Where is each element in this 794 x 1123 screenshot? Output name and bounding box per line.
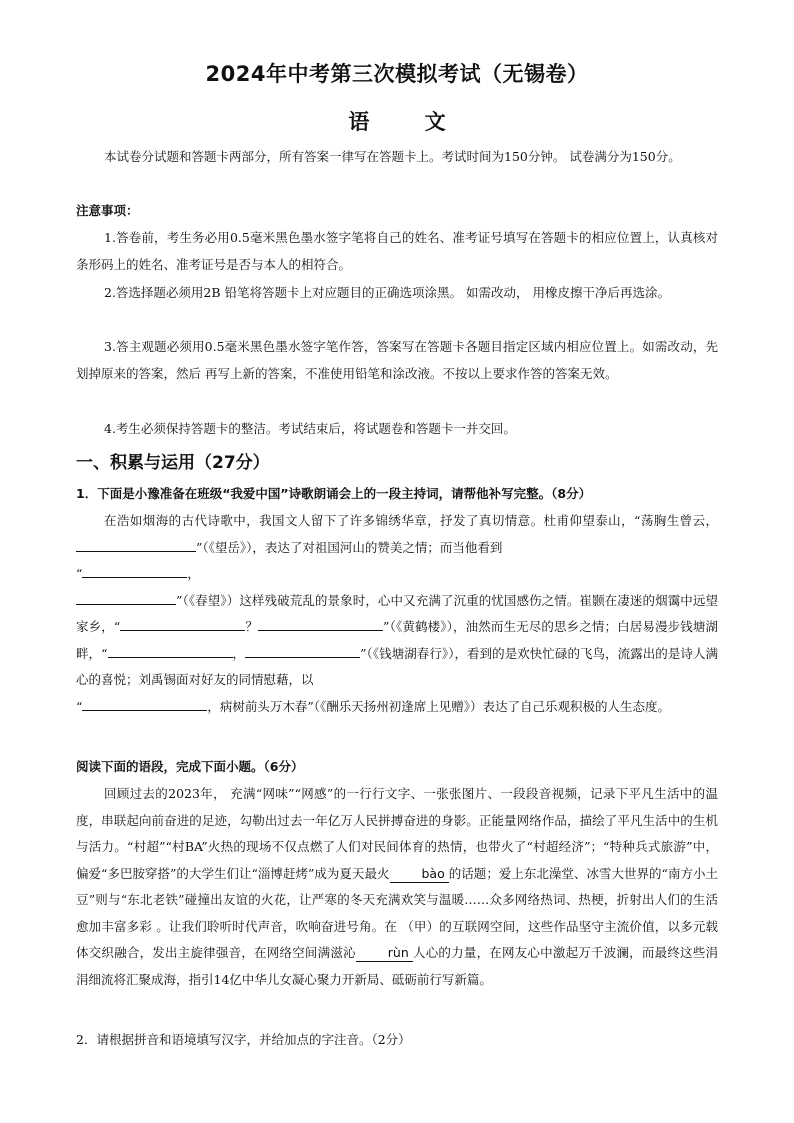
passage-text: ， (232, 645, 246, 661)
passage-text: ，病树前头万木春”（《酬乐天扬州初逢席上见赠》）表达了自己乐观积极的人生态度。 (207, 698, 671, 714)
passage-text: “ (76, 566, 83, 581)
notice-heading: 注意事项： (76, 203, 139, 218)
question-1-stem: 1．下面是小豫准备在班级“我爱中国”诗歌朗诵会上的一段主持词，请帮他补写完整。（8分） (76, 486, 592, 501)
answer-blank[interactable] (245, 642, 360, 658)
reading-stem: 阅读下面的语段，完成下面小题。（6分） (76, 759, 304, 774)
intro-paragraph: 本试卷分试题和答题卡两部分，所有答案一律写在答题卡上。考试时间为150分钟。 试卷满分为150分。 (104, 149, 681, 164)
passage-text: 在浩如烟海的古代诗歌中，我国文人留下了许多锦绣华章，抒发了真切情意。杜甫仰望泰山，“荡胸生曾云， (104, 513, 718, 528)
notice-item-4: 4.考生必须保持答题卡的整洁。考试结束后，将试题卷和答题卡一并交回。 (104, 421, 516, 436)
passage-text: ”（《钱塘湖春行》），看到的是欢快忙碌的飞鸟，流露出的是诗人满心的喜悦；刘禹锡面对好友的同情慰藉，以 (76, 645, 718, 687)
answer-blank[interactable] (82, 562, 187, 578)
exam-title: 2024年中考第三次模拟考试（无锡卷） (205, 62, 589, 86)
answer-blank[interactable] (82, 695, 207, 711)
section-heading: 一、积累与运用（27分） (76, 453, 270, 473)
question-2-stem: 2．请根据拼音和语境填写汉字，并给加点的字注音。（2分） (76, 1032, 411, 1047)
reading-passage (76, 781, 718, 993)
notice-item-2: 2.答选择题必须用2B 铅笔将答题卡上对应题目的正确选项涂黑。 如需改动， 用橡皮擦干净后再选涂。 (104, 285, 670, 300)
answer-blank[interactable] (258, 615, 383, 631)
passage-text: 回顾过去的2023年， 充满“网味”“网感”的一行行文字、一张张图片、一段段音视频，记录下平凡生活中的温度，串联起向前奋进的足迹，勾勒出过去一年亿万人民拼搏奋进的身影。正能量网络作品，描绘了平凡生活中的生机与活力。“村超”“村BA”火热的现场不仅点燃了人们对民间体育的热情，也带火了“村超经济”；“特种兵式旅游”中，偏爱“多巴胺穿搭”的大学生们让“淄博赶烤”成为夏天最火 (76, 786, 718, 881)
passage-text: 的话题；爱上东北澡堂、冰雪大世界的“南方小土豆”则与“东北老铁”碰撞出友谊的火花，让严寒的冬天充满欢笑与温暖……众多网络热词、热梗，折射出人们的生活愈加丰富多彩 。让我们聆听时代声音，吹响奋进号角。在 （甲）的互联网空间，这些作品坚守主流价值，以多元载体交织融合，发出主旋律强音，在网络空间满滋沁 (76, 865, 718, 960)
answer-blank[interactable] (120, 615, 245, 631)
passage-text: ”（《黄鹤楼》），油然而生无尽的思乡之情；白居易漫步钱塘湖畔，“ (76, 619, 718, 661)
passage-text: “ (76, 698, 83, 714)
passage-text: ， (187, 566, 200, 581)
pinyin-blank[interactable]: rùn (356, 945, 413, 962)
answer-blank[interactable] (76, 589, 176, 605)
passage-text: ”（《望岳》），表达了对祖国河山的赞美之情；而当他看到 (196, 539, 503, 555)
answer-blank[interactable] (108, 642, 233, 658)
passage-text: ”（《春望》）这样残破荒乱的景象时，心中又充满了沉重的忧国感伤之情。崔颢在凄迷的烟霭中远望家乡，“ (76, 592, 718, 634)
subject-title: 语 文 (348, 110, 470, 134)
pinyin-blank[interactable]: bào (390, 866, 449, 883)
passage-text: ？ (245, 619, 259, 634)
notice-item-3: 3.答主观题必须用0.5毫米黑色墨水签字笔作答，答案写在答题卡各题目指定区域内相应位置上。如需改动，先划掉原来的答案，然后 再写上新的答案，不准使用铅笔和涂改液。不按以上要求作答的答案无效。 (76, 339, 718, 381)
question-1-passage (76, 508, 718, 720)
notice-item-1: 1.答卷前，考生务必用0.5毫米黑色墨水签字笔将自己的姓名、准考证号填写在答题卡的相应位置上，认真核对条形码上的姓名、准考证号是否与本人的相符合。 (76, 230, 718, 272)
passage-text: 人心的力量，在网友心中激起万千波澜，而最终这些涓涓细流将汇聚成海，指引14亿中华儿女凝心聚力开新局、砥砺前行写新篇。 (76, 945, 718, 987)
answer-blank[interactable] (76, 536, 196, 552)
